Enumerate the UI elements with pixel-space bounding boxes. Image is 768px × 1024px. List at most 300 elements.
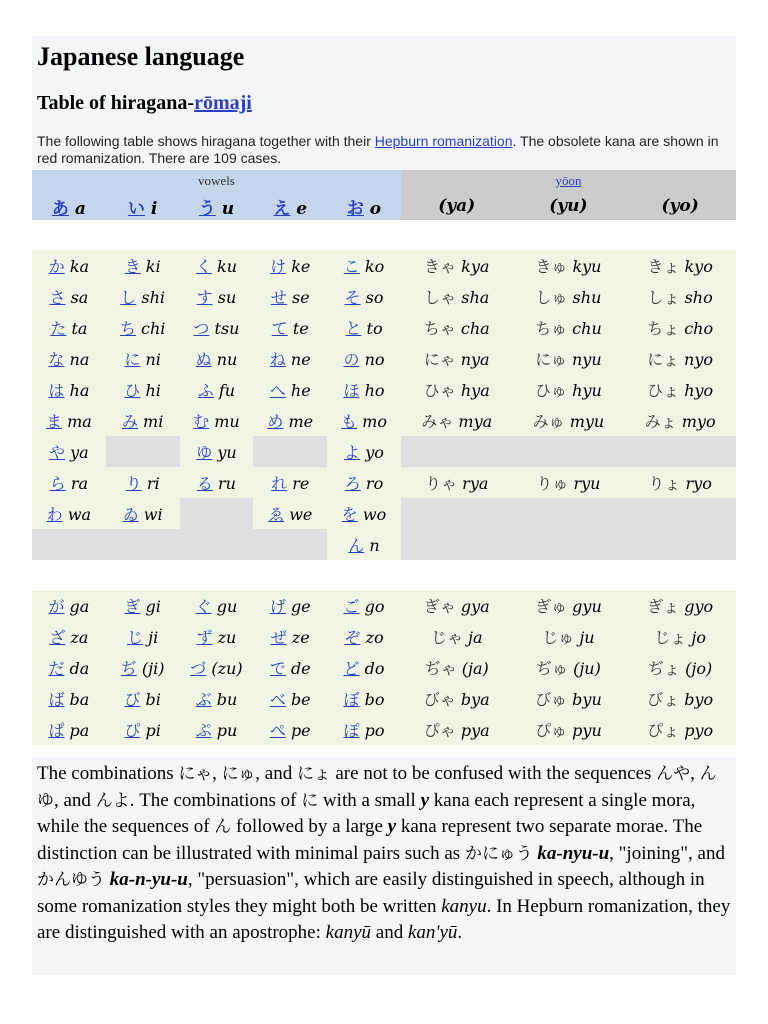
yoon-kana: ちゃ [423,319,456,338]
kana-link[interactable]: け [270,257,287,276]
vowel-kana-link[interactable]: い [127,198,145,219]
kana-link[interactable]: ゑ [268,505,285,524]
combo-emphasis: ka-n-yu-u [109,869,188,890]
yoon-cell [401,714,513,745]
kana-link[interactable]: を [341,505,358,524]
header-row-labels [32,170,736,192]
intro-text-1: The following table shows hiragana together with their [37,133,375,149]
yoon-kana: ぴゅ [535,721,568,740]
kana-cell [327,312,401,343]
combo-kana: ん [214,817,232,837]
yoon-cell [513,683,625,714]
kana-link[interactable]: ろ [344,474,361,493]
combo-text: , "persuasion", which are easily distinguished in speech, although in some romanization styles they might both be written [37,869,705,917]
romaji-text: ki [145,257,161,276]
romaji-text: bo [364,690,385,709]
romaji-text: to [366,319,383,338]
combo-emphasis: ka-nyu-u [537,842,610,864]
kana-link[interactable]: た [50,319,67,338]
yoon-romaji: byu [572,690,602,709]
yoon-kana: びゅ [535,690,568,709]
romaji-text: yo [365,443,384,462]
kana-link[interactable]: ぐ [195,597,212,616]
kana-cell [327,590,401,621]
kana-link[interactable]: が [48,597,65,616]
kana-link[interactable]: さ [49,288,66,307]
yoon-column-label: (yu) [549,196,588,216]
table-row [32,250,736,281]
yoon-column-header [513,192,625,220]
combo-text: with a small [318,789,421,811]
intro-paragraph [37,133,732,167]
yoon-cell [513,312,625,343]
yoon-cell [401,621,513,652]
yoon-cell [624,343,736,374]
yoon-romaji: kyu [572,257,602,276]
yoon-cell [624,714,736,745]
kana-cell [327,621,401,652]
kana-link[interactable]: ね [269,350,286,369]
yoon-column-label: (ya) [438,196,476,216]
kana-cell [32,498,106,529]
romaji-text: ya [70,443,89,462]
kana-cell [253,714,327,745]
yoon-romaji: gyo [684,597,714,616]
kana-cell [180,281,254,312]
empty-cell [253,529,327,560]
yoon-romaji: ryu [573,474,601,493]
romaji-text: ko [364,257,385,276]
kana-link[interactable]: ふ [197,381,214,400]
combo-kana: にょ [296,764,331,784]
table-row [32,714,736,745]
romaji-text: ge [290,597,311,616]
yoon-kana: しゃ [424,288,457,307]
kana-link[interactable]: も [341,412,358,431]
vowel-header [253,192,327,220]
kana-cell [327,652,401,683]
kana-link[interactable]: ぞ [344,628,361,647]
kana-link[interactable]: き [124,257,141,276]
yoon-kana: びゃ [423,690,456,709]
romaji-text: na [69,350,90,369]
kana-cell [180,436,254,467]
kana-cell [106,652,180,683]
yoon-cell [624,683,736,714]
kana-link[interactable]: だ [48,659,65,678]
romaji-text: pa [69,721,90,740]
kana-cell [106,590,180,621]
yoon-romaji: hyo [684,381,714,400]
yoon-cell [401,683,513,714]
yoon-kana: ちょ [647,319,680,338]
kana-link[interactable]: の [343,350,360,369]
kana-link[interactable]: や [49,443,66,462]
romaji-text: ke [291,257,311,276]
yoon-cell [401,250,513,281]
combo-text: kana each represent a single mora, while the sequences of [37,789,696,837]
yoon-kana: にゃ [423,350,456,369]
yoon-empty-cell [401,498,736,529]
kana-link[interactable]: ゐ [122,505,139,524]
yoon-cell [401,467,513,498]
kana-link[interactable]: と [345,319,362,338]
kana-cell [253,467,327,498]
yoon-romaji: kyo [684,257,713,276]
kana-link[interactable]: ひ [124,381,141,400]
vowel-romaji: u [221,198,235,219]
romaji-text: ha [69,381,90,400]
romaji-text: ma [67,412,92,431]
kana-cell [106,281,180,312]
yoon-column-label: (yo) [661,196,699,216]
yoon-cell [513,652,625,683]
kana-cell [106,498,180,529]
kana-link[interactable]: ぽ [343,721,360,740]
kana-link[interactable]: よ [344,443,361,462]
romaji-text: do [364,659,385,678]
kana-cell [180,652,254,683]
kana-link[interactable]: ぬ [195,350,212,369]
romaji-text: ze [291,628,310,647]
yoon-kana: りょ [648,474,681,493]
yoon-cell [624,467,736,498]
kana-cell [327,714,401,745]
kana-link[interactable]: わ [46,505,63,524]
vowel-kana-link[interactable]: う [198,198,216,219]
vowel-romaji: i [150,198,158,219]
yoon-kana: ぴゃ [423,721,456,740]
combo-emphasis: kanyu [441,895,487,917]
vowel-romaji: e [296,198,308,219]
yoon-column-header [401,192,513,220]
kana-cell [180,621,254,652]
table-row [32,467,736,498]
yoon-kana: にょ [647,350,679,369]
kana-cell [253,343,327,374]
romaji-text: ri [146,474,160,493]
table-row [32,281,736,312]
kana-cell [106,683,180,714]
kana-link[interactable]: げ [269,597,286,616]
romaji-text: mo [362,412,387,431]
kana-link[interactable]: ぺ [269,721,286,740]
romaji-text: (ji) [141,659,165,678]
yoon-kana: みゅ [532,412,565,431]
kana-link[interactable]: ち [119,319,136,338]
romaji-text: ku [217,257,237,276]
romaji-text: hi [145,381,161,400]
kana-link[interactable]: く [195,257,212,276]
yoon-romaji: gya [460,597,490,616]
yoon-empty-cell [401,529,736,560]
combo-kana: かにゅう [464,843,533,864]
vowels-header-cell [32,170,401,192]
yoon-romaji: rya [462,474,489,493]
kana-cell [327,529,401,560]
combo-text: , and [255,763,297,784]
yoon-kana: ひゃ [423,381,456,400]
combo-text: kana represent two separate morae. The distinction can be illustrated with minimal pairs such as [37,816,703,864]
combo-emphasis: kan'yū [407,922,458,943]
yoon-cell [513,250,625,281]
kana-link[interactable]: ぎ [124,597,141,616]
combo-kana: かんゆう [37,870,105,890]
kana-cell [106,343,180,374]
yoon-romaji: pyu [572,721,602,740]
empty-cell [106,436,180,467]
kana-link[interactable]: せ [270,288,287,307]
yoon-cell [513,343,625,374]
table-spacer [32,560,736,590]
kana-link[interactable]: つ [193,319,210,338]
yoon-romaji: nyu [571,350,602,369]
romaji-text: sa [70,288,89,307]
romaji-text: tsu [214,319,240,338]
kana-link[interactable]: ぶ [195,690,212,709]
yoon-cell [401,312,513,343]
yoon-cell [513,405,625,436]
yoon-cell [513,374,625,405]
romaji-text: go [364,597,385,616]
romaji-text: be [290,690,311,709]
combo-text: The combinations [37,763,179,784]
yoon-romaji: jo [691,628,706,647]
yoon-kana: じゃ [430,628,463,647]
romaji-text: fu [218,381,236,400]
vowel-kana-link[interactable]: え [273,198,291,219]
yoon-cell [513,714,625,745]
kana-link[interactable]: ざ [49,628,66,647]
combo-kana: んゆ [37,764,717,811]
yoon-romaji: sha [461,288,490,307]
kana-link[interactable]: づ [190,659,207,678]
kana-link[interactable]: ん [348,536,365,555]
yoon-romaji: nyo [684,350,713,369]
kana-cell [253,621,327,652]
combinations-paragraph [32,757,736,975]
kana-cell [32,714,106,745]
kana-link[interactable]: し [120,288,137,307]
kana-cell [180,374,254,405]
romaji-text: pe [290,721,311,740]
kana-link[interactable]: る [196,474,213,493]
yoon-cell [401,343,513,374]
romaji-text: nu [216,350,238,369]
kana-link[interactable]: べ [269,690,286,709]
kana-link[interactable]: は [48,381,65,400]
kana-link[interactable]: む [193,412,210,431]
romaji-text: no [364,350,385,369]
romaji-text: n [369,536,380,555]
vowel-header [180,192,254,220]
yoon-romaji: sho [684,288,713,307]
kana-link[interactable]: ぜ [270,628,287,647]
kana-link[interactable]: れ [271,474,288,493]
romaji-text: ru [218,474,236,493]
table-row [32,405,736,436]
kana-link[interactable]: め [267,412,284,431]
kana-link[interactable]: に [124,350,141,369]
romaji-link[interactable]: rōmaji [194,92,252,114]
yoon-romaji: (ju) [573,659,601,678]
yoon-kana: ぴょ [647,721,680,740]
kana-link[interactable]: じ [127,628,144,647]
header-panel [32,36,736,170]
kana-cell [253,374,327,405]
kana-link[interactable]: ぷ [195,721,212,740]
kana-link[interactable]: へ [269,381,286,400]
yoon-kana: りゃ [425,474,458,493]
kana-cell [327,498,401,529]
yoon-cell [624,374,736,405]
yoon-romaji: kya [461,257,490,276]
combo-text: , [212,763,222,784]
table-row [32,621,736,652]
kana-link[interactable]: り [125,474,142,493]
kana-link[interactable]: ど [343,659,360,678]
yoon-kana: ひゅ [535,381,568,400]
kana-cell [106,374,180,405]
romaji-text: yu [217,443,237,462]
yoon-link[interactable]: yōon [555,173,582,188]
kana-cell [180,714,254,745]
yoon-kana: しゅ [535,288,568,307]
yoon-cell [624,621,736,652]
kana-cell [32,652,106,683]
yoon-kana: きょ [647,257,680,276]
kana-cell [32,281,106,312]
combo-kana: にゅ [221,764,256,784]
section-title-text: Table of hiragana- [37,92,195,114]
yoon-cell [401,652,513,683]
kana-link[interactable]: び [124,690,141,709]
romaji-text: re [292,474,310,493]
yoon-romaji: (ja) [461,659,489,678]
vowel-romaji: a [74,198,86,219]
vowel-header [327,192,401,220]
kana-link[interactable]: そ [344,288,361,307]
kana-cell [253,652,327,683]
kana-link[interactable]: ず [196,628,213,647]
kana-cell [32,436,106,467]
kana-link[interactable]: ら [49,474,66,493]
kana-cell [32,343,106,374]
yoon-header-cell [401,170,736,192]
yoon-cell [401,405,513,436]
kana-link[interactable]: な [48,350,65,369]
kana-cell [327,683,401,714]
kana-cell [253,250,327,281]
yoon-empty-cell [401,436,736,467]
kana-cell [327,467,401,498]
combo-text: . The combinations of [129,789,302,811]
yoon-romaji: bya [460,690,490,709]
kana-cell [253,590,327,621]
kana-link[interactable]: こ [343,257,360,276]
kana-link[interactable]: で [269,659,286,678]
romaji-text: de [290,659,311,678]
yoon-romaji: ryo [685,474,712,493]
kana-link[interactable]: ぼ [343,690,360,709]
kana-link[interactable]: ご [343,597,360,616]
kana-cell [32,467,106,498]
hepburn-link[interactable]: Hepburn romanization [374,133,513,149]
yoon-cell [624,312,736,343]
combo-kana: んや [656,764,691,784]
kana-cell [32,250,106,281]
kana-cell [327,281,401,312]
yoon-cell [513,467,625,498]
romaji-text: su [217,288,237,307]
kana-cell [106,467,180,498]
kana-link[interactable]: か [48,257,65,276]
yoon-kana: みょ [644,412,677,431]
romaji-text: da [69,659,90,678]
romaji-text: pu [216,721,238,740]
romaji-text: me [288,412,314,431]
kana-link[interactable]: ほ [343,381,360,400]
yoon-kana: にゅ [535,350,567,369]
kana-link[interactable]: ば [48,690,65,709]
kana-cell [106,312,180,343]
yoon-romaji: (jo) [685,659,713,678]
yoon-romaji: gyu [572,597,602,616]
romaji-text: pi [145,721,161,740]
table-row [32,374,736,405]
yoon-cell [401,374,513,405]
yoon-kana: りゅ [536,474,569,493]
kana-cell [32,312,106,343]
kana-cell [327,436,401,467]
kana-link[interactable]: す [196,288,213,307]
kana-cell [180,250,254,281]
romaji-text: chi [141,319,166,338]
kana-link[interactable]: ま [45,412,62,431]
kana-cell [106,405,180,436]
kana-cell [106,250,180,281]
yoon-kana: しょ [647,288,680,307]
combo-emphasis: y [420,789,430,811]
yoon-romaji: myo [681,412,716,431]
yoon-cell [401,281,513,312]
page-title: Japanese language [37,42,245,71]
table-row [32,683,736,714]
kana-cell [180,405,254,436]
table-spacer [32,220,736,250]
kana-cell [253,312,327,343]
yoon-cell [513,281,625,312]
kana-cell [32,683,106,714]
kana-link[interactable]: ぴ [124,721,141,740]
vowel-kana-link[interactable]: お [346,198,364,219]
kana-cell [106,714,180,745]
kana-link[interactable]: ぢ [120,659,137,678]
kana-cell [327,250,401,281]
yoon-kana: ぎょ [647,597,680,616]
yoon-column-header [624,192,736,220]
kana-link[interactable]: み [121,412,138,431]
kana-cell [106,621,180,652]
kana-cell [32,405,106,436]
kana-link[interactable]: ゆ [196,443,213,462]
kana-link[interactable]: ぱ [48,721,65,740]
yoon-romaji: byo [684,690,714,709]
vowel-kana-link[interactable]: あ [51,198,69,219]
kana-link[interactable]: て [271,319,288,338]
yoon-romaji: chu [572,319,602,338]
empty-cell [106,529,180,560]
